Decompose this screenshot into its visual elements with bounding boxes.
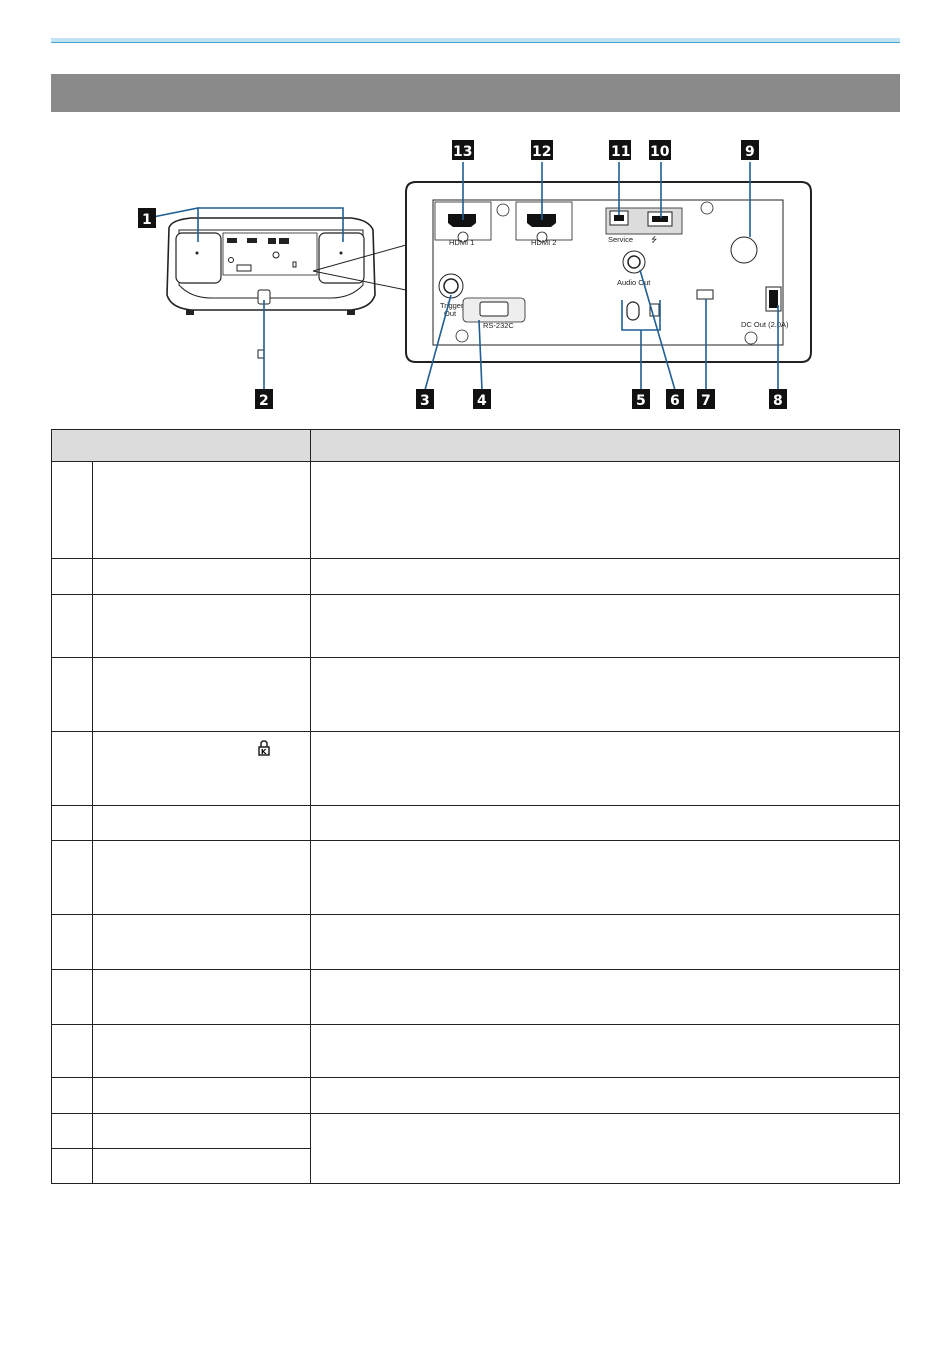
projector-rear-panel-diagram — [51, 130, 821, 415]
rs232c-label: RS-232C — [483, 321, 514, 330]
row-number — [52, 658, 93, 732]
row-description — [311, 658, 900, 732]
svg-text:6: 6 — [670, 393, 680, 409]
callout-8 — [769, 389, 787, 409]
svg-text:13: 13 — [453, 144, 473, 160]
ports-table — [51, 429, 900, 1184]
callout-1 — [138, 208, 156, 228]
row-number — [52, 1078, 93, 1114]
svg-text:3: 3 — [420, 393, 430, 409]
table-row — [52, 559, 900, 595]
row-port-name — [93, 658, 311, 732]
projector-overview — [167, 218, 406, 358]
callout-2 — [255, 389, 273, 409]
row-number — [52, 732, 93, 806]
svg-text:12: 12 — [532, 144, 552, 160]
table-header-description — [311, 430, 900, 462]
svg-text:1: 1 — [142, 212, 152, 228]
row-description — [311, 1025, 900, 1078]
hdmi1-label: HDMI 1 — [449, 238, 475, 247]
callout-6 — [666, 389, 684, 409]
row-number — [52, 806, 93, 841]
table-row — [52, 462, 900, 559]
row-port-name — [93, 559, 311, 595]
callout-11 — [609, 140, 631, 160]
row-port-name — [93, 1078, 311, 1114]
row-number — [52, 559, 93, 595]
callout-4 — [473, 389, 491, 409]
callout-13 — [452, 140, 474, 160]
svg-text:7: 7 — [701, 393, 711, 409]
row-description — [311, 559, 900, 595]
row-port-name — [93, 1025, 311, 1078]
service-label: Service — [608, 235, 634, 244]
table-row — [52, 841, 900, 915]
row-description — [311, 970, 900, 1025]
table-row — [52, 1078, 900, 1114]
table-row — [52, 1025, 900, 1078]
row-description — [311, 915, 900, 970]
svg-text:5: 5 — [636, 393, 646, 409]
table-row — [52, 658, 900, 732]
row-port-name — [93, 970, 311, 1025]
row-port-name — [93, 1149, 311, 1184]
row-description — [311, 595, 900, 658]
row-port-name — [93, 806, 311, 841]
section-header-bar — [51, 74, 900, 112]
audio-out-label: Audio Out — [617, 278, 651, 287]
row-port-name — [93, 915, 311, 970]
row-description — [311, 841, 900, 915]
svg-text:9: 9 — [745, 144, 755, 160]
callout-12 — [531, 140, 553, 160]
row-number — [52, 1025, 93, 1078]
callout-7 — [697, 389, 715, 409]
table-row — [52, 915, 900, 970]
row-number — [52, 595, 93, 658]
table-header-row — [52, 430, 900, 462]
hdmi2-label: HDMI 2 — [531, 238, 557, 247]
row-description — [311, 732, 900, 806]
row-port-name — [93, 732, 311, 806]
table-row — [52, 732, 900, 806]
svg-text:4: 4 — [477, 393, 487, 409]
table-row — [52, 806, 900, 841]
row-number — [52, 1114, 93, 1149]
row-port-name — [93, 462, 311, 559]
row-description-merged — [311, 1114, 900, 1184]
security-lock-icon — [258, 740, 270, 759]
svg-text:2: 2 — [259, 393, 269, 409]
svg-text:K: K — [261, 748, 267, 756]
row-number — [52, 970, 93, 1025]
row-number — [52, 915, 93, 970]
svg-text:8: 8 — [773, 393, 783, 409]
row-description — [311, 462, 900, 559]
row-port-name — [93, 595, 311, 658]
trigger-out-label-2: Out — [444, 309, 457, 318]
row-number — [52, 462, 93, 559]
table-row — [52, 1114, 900, 1149]
callout-5 — [632, 389, 650, 409]
svg-text:10: 10 — [650, 144, 670, 160]
row-description — [311, 1078, 900, 1114]
svg-text:11: 11 — [611, 144, 631, 160]
table-row — [52, 595, 900, 658]
dc-out-label: DC Out (2.0A) — [741, 320, 789, 329]
table-header-name — [52, 430, 311, 462]
row-port-name — [93, 841, 311, 915]
row-number — [52, 841, 93, 915]
callout-9 — [741, 140, 759, 160]
usb-symbol: ⭍ — [651, 235, 658, 244]
table-row — [52, 970, 900, 1025]
trigger-out-label-1: Trigger — [440, 301, 464, 310]
row-number — [52, 1149, 93, 1184]
row-description — [311, 806, 900, 841]
row-port-name — [93, 1114, 311, 1149]
callout-10 — [649, 140, 671, 160]
callout-3 — [416, 389, 434, 409]
top-rule — [51, 38, 900, 42]
